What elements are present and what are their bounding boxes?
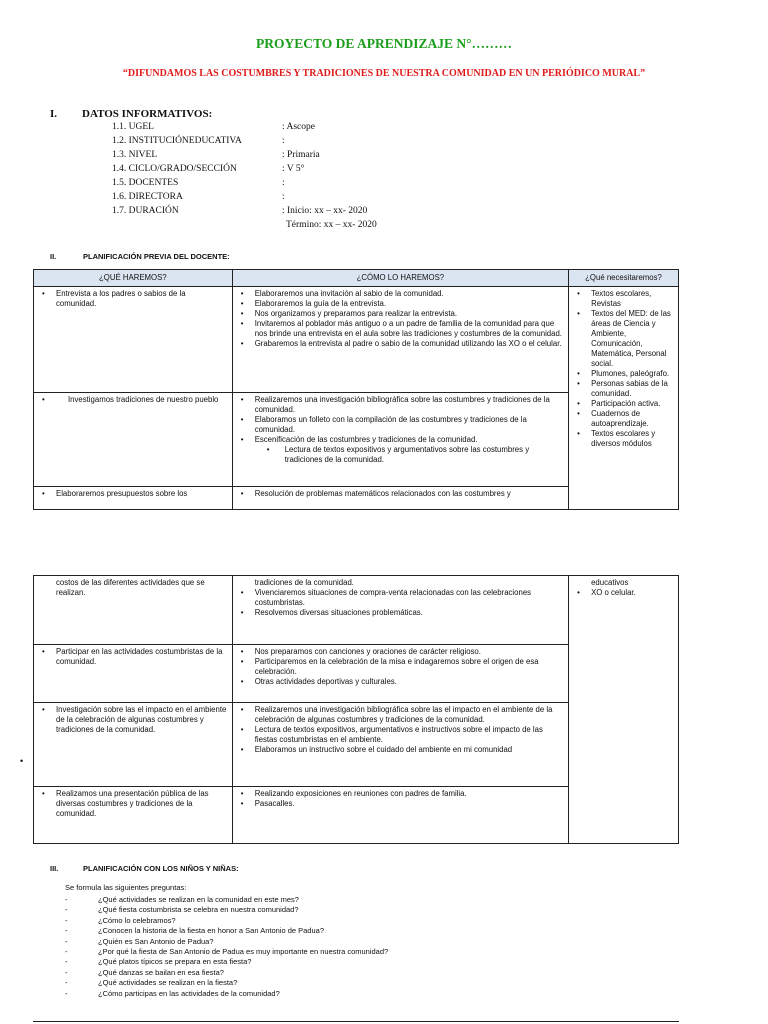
section-2-number: II. <box>50 252 57 261</box>
planning-table-page-2 <box>33 575 679 844</box>
list-item: • Elaboraremos la guía de la entrevista. <box>237 299 564 309</box>
list-item: • Textos escolares y diversos módulos <box>573 429 674 449</box>
section-1-title: DATOS INFORMATIVOS: <box>82 108 213 120</box>
list-item: • Elaboramos un folleto con la compilación de las costumbres y tradiciones de la comunidad. <box>237 415 564 435</box>
list-item: • Realizamos una presentación pública de las diversas costumbres y tradiciones de la comunidad. <box>38 789 228 819</box>
questions-list <box>65 895 388 999</box>
info-label: 1.2. INSTITUCIÓNEDUCATIVA <box>112 136 242 146</box>
column-header-what: ¿QUÉ HAREMOS? <box>34 270 233 287</box>
list-item: • Investigamos tradiciones de nuestro pueblo <box>38 395 228 405</box>
info-label: 1.1. UGEL <box>112 122 154 132</box>
list-item: • Plumones, paleógrafo. <box>573 369 674 379</box>
info-value: : V 5° <box>282 164 305 174</box>
list-item: • Realizando exposiciones en reuniones con padres de familia. <box>237 789 564 799</box>
how-cell <box>232 576 568 645</box>
list-item: • XO o celular. <box>573 588 674 598</box>
duration-end: Término: xx – xx- 2020 <box>286 220 377 230</box>
what-cell <box>34 393 233 487</box>
list-item: • Textos del MED: de las áreas de Ciencia y Ambiente, Comunicación, Matemática, Personal social. <box>573 309 674 369</box>
list-item: • Lectura de textos expositivos, argumentativos e instructivos sobre el impacto de las fiestas costumbristas en el ambiente. <box>237 725 564 745</box>
how-cell <box>232 645 568 703</box>
section-1-heading <box>50 108 212 120</box>
how-cell <box>232 787 568 844</box>
question-item: - ¿Conocen la historia de la fiesta en honor a San Antonio de Padua? <box>65 926 388 936</box>
list-item: • Personas sabias de la comunidad. <box>573 379 674 399</box>
info-value: : Ascope <box>282 122 315 132</box>
what-cell <box>34 487 233 510</box>
how-cell <box>232 703 568 787</box>
section-2-heading <box>50 252 230 261</box>
info-value: : <box>282 192 285 202</box>
table-row <box>34 576 679 645</box>
list-item: • Elaboraremos una invitación al sabio de la comunidad. <box>237 289 564 299</box>
how-cell <box>232 393 568 487</box>
list-item: • Entrevista a los padres o sabios de la comunidad. <box>38 289 228 309</box>
list-item: • Realizaremos una investigación bibliográfica sobre las el impacto en el ambiente de la celebración de algunas costumbres y tradiciones de la comunidad. <box>237 705 564 725</box>
info-value: : <box>282 178 285 188</box>
list-item: • Participación activa. <box>573 399 674 409</box>
list-item: • Lectura de textos expositivos y argumentativos sobre las costumbres y tradiciones de la comunidad. <box>237 445 564 465</box>
list-item: • Textos escolares, Revistas <box>573 289 674 309</box>
project-subtitle: “DIFUNDAMOS LAS COSTUMBRES Y TRADICIONES DE NUESTRA COMUNIDAD EN UN PERIÓDICO MURAL” <box>122 68 646 79</box>
info-label: 1.5. DOCENTES <box>112 178 179 188</box>
info-label: 1.6. DIRECTORA <box>112 192 183 202</box>
list-item: • Nos preparamos con canciones y oraciones de carácter religioso. <box>237 647 564 657</box>
how-cell <box>232 487 568 510</box>
list-item: • Nos organizamos y preparamos para realizar la entrevista. <box>237 309 564 319</box>
info-value: : Primaria <box>282 150 320 160</box>
how-cell <box>232 287 568 393</box>
info-label: 1.7. DURACIÓN <box>112 206 179 216</box>
info-value: : <box>282 136 285 146</box>
list-item: • Realizaremos una investigación bibliográfica sobre las costumbres y tradiciones de la comunidad. <box>237 395 564 415</box>
what-cell <box>34 645 233 703</box>
question-item: - ¿Qué fiesta costumbrista se celebra en nuestra comunidad? <box>65 905 388 915</box>
question-item: - ¿Qué actividades se realizan en la fiesta? <box>65 978 388 988</box>
list-item: • Resolución de problemas matemáticos relacionados con las costumbres y <box>237 489 564 499</box>
section-3-number: III. <box>50 864 59 873</box>
question-item: - ¿Quién es San Antonio de Padua? <box>65 937 388 947</box>
list-item: • Pasacalles. <box>237 799 564 809</box>
list-item: • Escenificación de las costumbres y tradiciones de la comunidad. <box>237 435 564 445</box>
planning-table-page-1 <box>33 269 679 510</box>
what-cell <box>34 703 233 787</box>
question-item: - ¿Por qué la fiesta de San Antonio de Padua es muy importante en nuestra comunidad? <box>65 947 388 957</box>
question-item: - ¿Cómo participas en las actividades de la comunidad? <box>65 989 388 999</box>
stray-bullet: • <box>20 756 24 766</box>
list-item: • Participar en las actividades costumbristas de la comunidad. <box>38 647 228 667</box>
table-row <box>34 287 679 393</box>
list-item: • Resolvemos diversas situaciones problemáticas. <box>237 608 564 618</box>
info-label: 1.4. CICLO/GRADO/SECCIÓN <box>112 164 237 174</box>
question-item: - ¿Qué actividades se realizan en la comunidad en este mes? <box>65 895 388 905</box>
list-item: • Vivenciaremos situaciones de compra-venta relacionadas con las celebraciones costumbristas. <box>237 588 564 608</box>
continued-text: educativos <box>591 578 629 587</box>
column-header-how: ¿CÓMO LO HAREMOS? <box>232 270 568 287</box>
question-item: - ¿Qué platos típicos se prepara en esta fiesta? <box>65 957 388 967</box>
list-item: • Investigación sobre las el impacto en el ambiente de la celebración de algunas costumbres y tradiciones de la comunidad. <box>38 705 228 735</box>
what-cell <box>34 287 233 393</box>
column-header-need: ¿Qué necesitaremos? <box>569 270 679 287</box>
list-item: • Grabaremos la entrevista al padre o sabio de la comunidad utilizando las XO o el celular. <box>237 339 564 349</box>
list-item: • Participaremos en la celebración de la misa e indagaremos sobre el origen de esa celebración. <box>237 657 564 677</box>
list-item: • Elaboramos un instructivo sobre el cuidado del ambiente en mi comunidad <box>237 745 564 755</box>
info-value: : Inicio: xx – xx- 2020 <box>282 206 368 216</box>
list-item: • Elaboraremos presupuestos sobre los <box>38 489 228 499</box>
section-3-title: PLANIFICACIÓN CON LOS NIÑOS Y NIÑAS: <box>83 864 239 873</box>
section-3-heading <box>50 864 239 873</box>
what-cell <box>34 787 233 844</box>
section-2-title: PLANIFICACIÓN PREVIA DEL DOCENTE: <box>83 252 230 261</box>
info-label: 1.3. NIVEL <box>112 150 158 160</box>
section-1-number: I. <box>50 108 58 120</box>
continued-text: tradiciones de la comunidad. <box>254 578 354 587</box>
needs-cell <box>569 576 679 844</box>
list-item: • Cuadernos de autoaprendizaje. <box>573 409 674 429</box>
list-item: • Invitaremos al poblador más antiguo o a un padre de familia de la comunidad para que nos brinde una entrevista en el aula sobre las tradiciones y costumbres de la comunidad. <box>237 319 564 339</box>
needs-cell <box>569 287 679 510</box>
project-title: PROYECTO DE APRENDIZAJE N°……… <box>255 36 513 51</box>
question-item: - ¿Cómo lo celebramos? <box>65 916 388 926</box>
what-cell: costos de las diferentes actividades que se realizan. <box>34 576 233 645</box>
list-item: • Otras actividades deportivas y culturales. <box>237 677 564 687</box>
questions-intro: Se formula las siguientes preguntas: <box>65 883 187 892</box>
question-item: - ¿Qué danzas se bailan en esa fiesta? <box>65 968 388 978</box>
